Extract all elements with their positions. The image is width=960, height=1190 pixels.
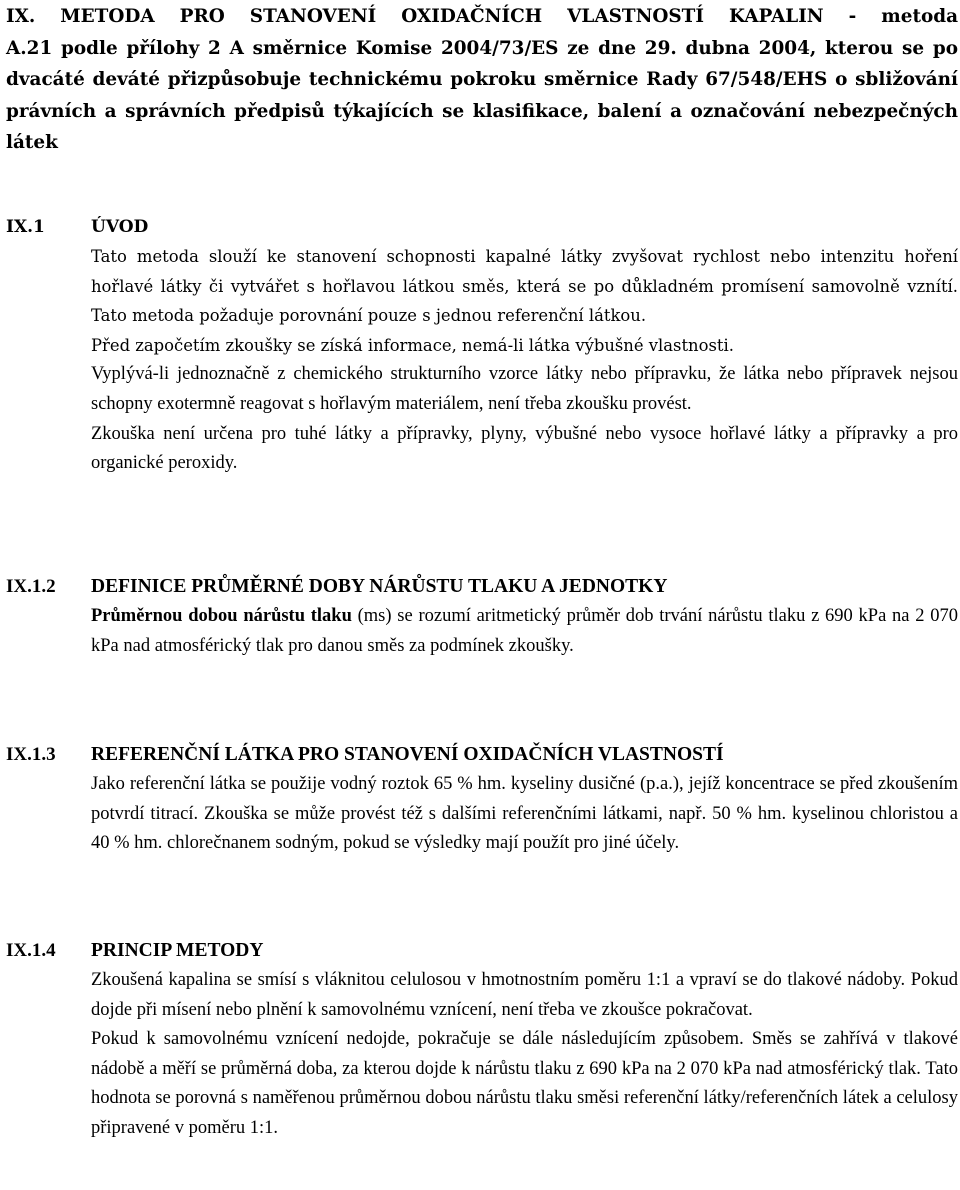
section-number: IX.1.3: [6, 744, 56, 765]
paragraph: Vyplývá-li jednoznačně z chemického strukturního vzorce látky nebo přípravku, že látka nebo přípravek nejsou schopny exotermně reagovat s hořlavým materiálem, není třeba zkoušku provést.: [91, 364, 958, 414]
title-line: dvacáté deváté přizpůsobuje technickému pokroku směrnice Rady 67/548/EHS o sbližování: [6, 69, 958, 90]
paragraph: Zkoušená kapalina se smísí s vláknitou celulosou v hmotnostním poměru 1:1 a vpraví se do tlakové nádoby. Pokud dojde při mísení nebo plnění k samovolnému vznícení, není třeba ve zkoušce pokračovat.: [91, 970, 958, 1020]
section-body: [91, 936, 958, 1144]
paragraph: Zkouška není určena pro tuhé látky a přípravky, plyny, výbušné nebo vysoce hořlavé látky a přípravky a pro organické peroxidy.: [91, 423, 958, 474]
document-page: [6, 0, 958, 1138]
section-body: [91, 572, 958, 661]
paragraph: Pokud k samovolnému vznícení nedojde, pokračuje se dále následujícím způsobem. Směs se zahřívá v tlakové nádobě a měří se průměrná doba, za kterou dojde k nárůstu tlaku z 690 kPa na 2 070 kPa nad atmosférický tlak. Tato hodnota se porovná s naměřenou průměrnou dobou nárůstu tlaku směsi referenční látky/referenčních látek a celulosy připravené v poměru 1:1.: [91, 1029, 958, 1138]
section-heading: DEFINICE PRŮMĚRNÉ DOBY NÁRŮSTU TLAKU A JEDNOTKY: [91, 576, 668, 597]
section-heading: PRINCIP METODY: [91, 940, 264, 961]
section-number: IX.1: [6, 217, 45, 237]
section-number: IX.1.2: [6, 576, 56, 597]
section-heading: ÚVOD: [91, 217, 149, 237]
section-number: IX.1.4: [6, 940, 56, 961]
document-title: [6, 2, 958, 158]
defined-term: Průměrnou dobou nárůstu tlaku: [91, 606, 352, 626]
paragraph: [91, 602, 958, 661]
title-line: A.21 podle přílohy 2 A směrnice Komise 2004/73/ES ze dne 29. dubna 2004, kterou se po: [6, 37, 958, 59]
section-heading: REFERENČNÍ LÁTKA PRO STANOVENÍ OXIDAČNÍCH VLASTNOSTÍ: [91, 744, 724, 765]
section-body: [91, 740, 958, 859]
title-line: látek: [6, 132, 58, 153]
section-body: [91, 212, 958, 479]
paragraph: Před započetím zkoušky se získá informace, nemá-li látka výbušné vlastnosti.: [91, 335, 734, 355]
title-line: právních a správních předpisů týkajících se klasifikace, balení a označování nebezpečných: [6, 100, 958, 122]
paragraph: Tato metoda slouží ke stanovení schopnosti kapalné látky zvyšovat rychlost nebo intenzitu hoření hořlavé látky či vytvářet s hořlavou látkou směs, která se po důkladném promísení samovolně vznítí. Tato metoda požaduje porovnání pouze s jednou referenční látkou.: [91, 247, 958, 326]
title-line: IX. METODA PRO STANOVENÍ OXIDAČNÍCH VLASTNOSTÍ KAPALIN - metoda: [6, 6, 958, 27]
paragraph: Jako referenční látka se použije vodný roztok 65 % hm. kyseliny dusičné (p.a.), jejíž koncentrace se před zkoušením potvrdí titrací. Zkouška se může provést též s dalšími referenčními látkami, např. 50 % hm. kyselinou chloristou a 40 % hm. chlorečnanem sodným, pokud se výsledky mají použít pro jiné účely.: [91, 774, 958, 854]
definition-text: (ms) se rozumí aritmetický průměr dob trvání nárůstu tlaku z 690 kPa na 2 070 kPa nad atmosférický tlak pro danou směs za podmínek zkoušky.: [91, 606, 958, 656]
